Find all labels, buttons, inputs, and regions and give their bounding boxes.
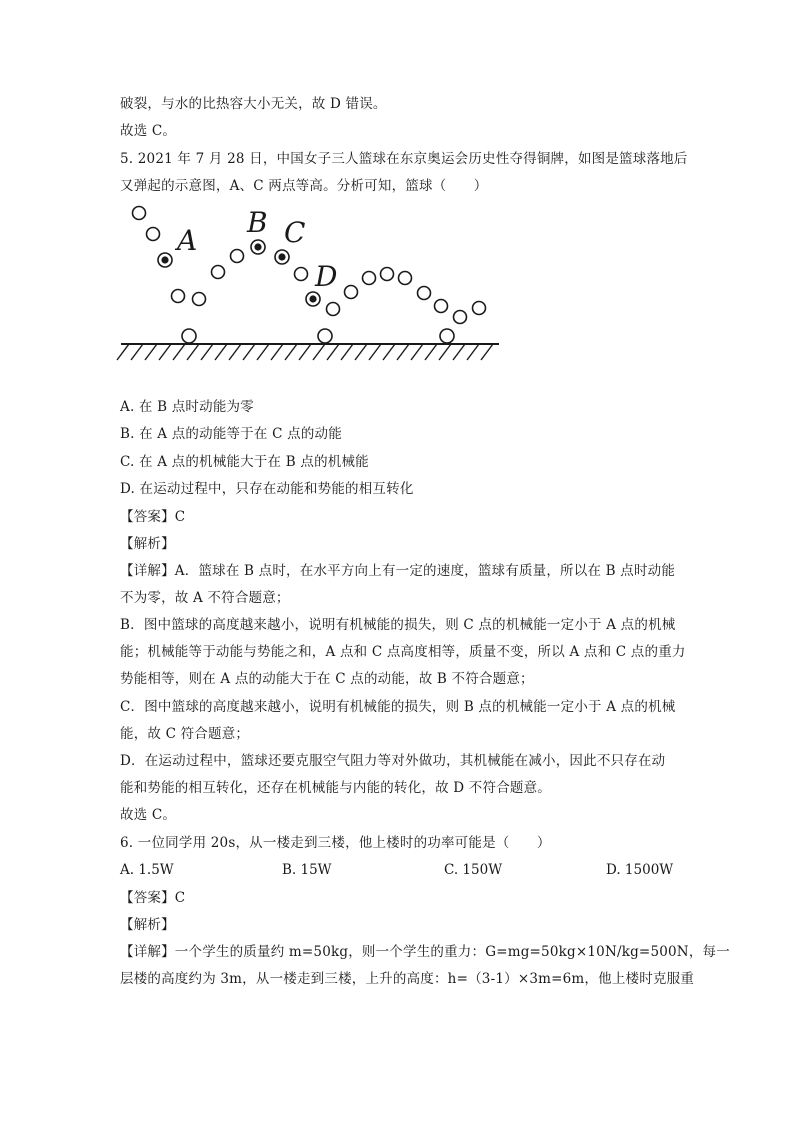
q5-answer: 【答案】C — [120, 509, 186, 525]
basketball-bounce-figure — [115, 198, 505, 368]
q5-option-d: D. 在运动过程中，只存在动能和势能的相互转化 — [120, 481, 414, 497]
q5-detail-line-7: 能，故 C 符合题意； — [120, 726, 250, 742]
q5-detail-line-2: 不为零，故 A 不符合题意； — [120, 590, 290, 606]
prev-line: 破裂，与水的比热容大小无关，故 D 错误。 — [120, 96, 387, 112]
q5-option-a: A. 在 B 点时动能为零 — [120, 399, 254, 415]
q5-stem-line-1: 5. 2021 年 7 月 28 日，中国女子三人篮球在东京奥运会历史性夺得铜牌，如图是篮球落地后 — [120, 151, 688, 167]
q5-detail-line-1: 【详解】A．篮球在 B 点时，在水平方向上有一定的速度，篮球有质量，所以在 B 点时动能 — [120, 563, 676, 579]
q6-option-c: C. 150W — [444, 862, 503, 878]
q5-detail-line-8: D．在运动过程中，篮球还要克服空气阻力等对外做功，其机械能在减小，因此不只存在动 — [120, 753, 666, 769]
q5-conclusion: 故选 C。 — [120, 807, 177, 823]
label-c: C — [284, 216, 306, 249]
q5-stem-line-2: 又弹起的示意图，A、C 两点等高。分析可知，篮球（ ） — [120, 178, 488, 194]
point-d-marker — [306, 292, 320, 306]
label-a: A — [177, 224, 198, 257]
prev-conclusion: 故选 C。 — [120, 123, 177, 139]
q6-stem: 6. 一位同学用 20s，从一楼走到三楼，他上楼时的功率可能是（ ） — [120, 835, 551, 851]
q5-option-b: B. 在 A 点的动能等于在 C 点的动能 — [120, 426, 342, 442]
label-d: D — [315, 260, 338, 293]
q6-analysis-heading: 【解析】 — [120, 917, 175, 933]
q5-detail-line-6: C．图中篮球的高度越来越小，说明有机械能的损失，则 B 点的机械能一定小于 A 点的机械 — [120, 699, 676, 715]
q5-detail-line-3: B．图中篮球的高度越来越小，说明有机械能的损失，则 C 点的机械能一定小于 A 点的机械 — [120, 617, 676, 633]
q5-detail-line-5: 势能相等，则在 A 点的动能大于在 C 点的动能，故 B 不符合题意； — [120, 671, 534, 687]
q6-option-d: D. 1500W — [606, 862, 674, 878]
point-b-marker — [251, 240, 265, 254]
q6-option-b: B. 15W — [282, 862, 332, 878]
q5-detail-line-9: 能和势能的相互转化，还存在机械能与内能的转化，故 D 不符合题意。 — [120, 780, 552, 796]
q5-option-c: C. 在 A 点的机械能大于在 B 点的机械能 — [120, 454, 369, 470]
q6-option-a: A. 1.5W — [120, 862, 174, 878]
q6-answer: 【答案】C — [120, 890, 186, 906]
point-c-marker — [275, 250, 289, 264]
label-b: B — [247, 206, 268, 239]
point-a-marker — [158, 253, 172, 267]
q6-detail-line-2: 层楼的高度约为 3m，从一楼走到三楼，上升的高度：h=（3-1）×3m=6m，他上楼时克服重 — [120, 971, 695, 987]
q5-analysis-heading: 【解析】 — [120, 536, 175, 552]
q6-detail-line-1: 【详解】一个学生的质量约 m=50kg，则一个学生的重力：G=mg=50kg×10N/kg=500N，每一 — [120, 944, 730, 960]
q5-detail-line-4: 能；机械能等于动能与势能之和，A 点和 C 点高度相等，质量不变，所以 A 点和 C 点的重力 — [120, 644, 686, 660]
ground — [117, 344, 499, 360]
